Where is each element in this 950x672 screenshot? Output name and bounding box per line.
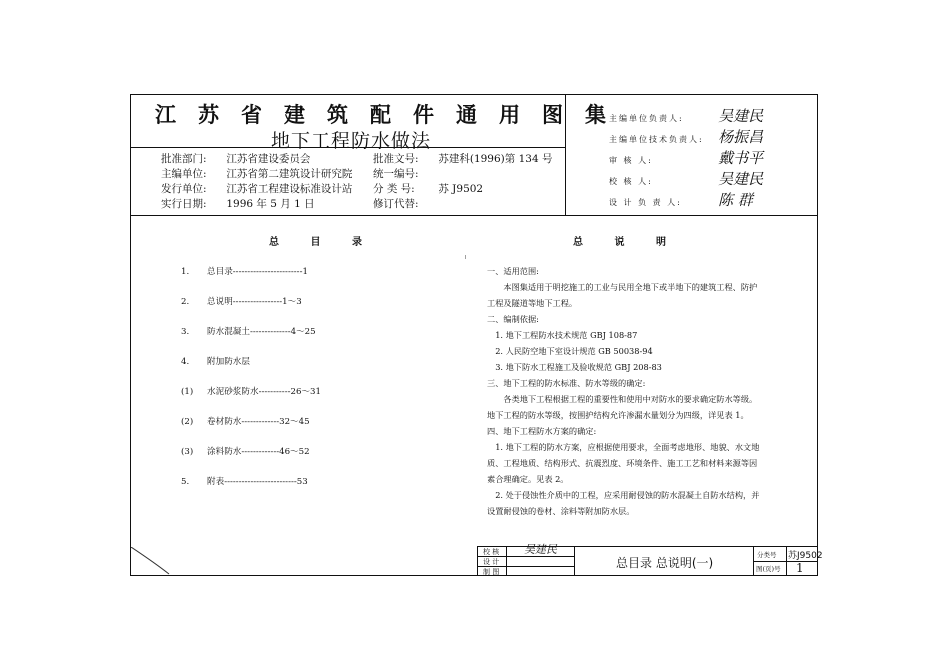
header-divider [131,147,565,148]
title-block [477,543,823,576]
notes-line: 各类地下工程根据工程的重要性和使用中对防水的要求确定防水等级。 [487,394,758,404]
signature-role: 主编单位负责人: [609,114,684,123]
meta-label: 统一编号: [373,168,419,180]
collection-title: 江苏省建筑配件通用图集 [155,102,628,127]
meta-label: 发行单位: [161,183,207,195]
toc-number: 4. [181,357,190,367]
notes-body [487,263,759,519]
toc-item [181,325,321,355]
notes-line: 三、地下工程的防水标准、防水等级的确定: [487,378,646,388]
meta-middle [373,151,552,211]
signature-role: 校 核 人: [609,177,653,186]
meta-value: 苏 J9502 [438,183,484,195]
notes-line: 本图集适用于明挖施工的工业与民用全地下或半地下的建筑工程、防护 [487,282,758,292]
toc-text: 附加防水层 [207,357,250,367]
drawing-title: 总目录 总说明(一) [616,556,714,570]
meta-value: 江苏省第二建筑设计研究院 [226,168,353,180]
meta-label: 修订代替: [373,198,419,210]
notes-line: 3. 地下防水工程施工及验收规范 GBJ 208-83 [487,362,662,372]
page-label: 图(页)号 [756,565,781,573]
signature-row [609,147,763,168]
notes-heading: 总 说 明 [573,237,680,248]
title-block-rule [753,561,817,562]
signature-row [609,189,763,210]
header-column-divider [565,95,566,215]
toc-text: 卷材防水-------------32～45 [207,417,310,427]
toc-number: (1) [181,387,194,397]
toc-item [181,355,321,385]
signature-name: 陈 群 [718,191,753,209]
toc-item [181,295,321,325]
notes-line: 四、地下工程防水方案的确定: [487,426,597,436]
class-label: 分类号 [757,551,777,559]
toc-number: (3) [181,447,194,457]
meta-left [161,151,352,211]
signature-name: 吴建民 [718,170,764,188]
row-label-check: 校 核 [483,548,500,556]
toc-item [181,475,321,505]
toc-text: 防水混凝土--------------4～25 [207,327,316,337]
header-bottom-border [131,215,817,216]
signature-row [609,105,763,126]
toc-number: 1. [181,267,190,277]
meta-label: 主编单位: [161,168,207,180]
column-tick [465,255,466,259]
meta-value: 江苏省工程建设标准设计站 [226,183,353,195]
signature-role: 审 核 人: [609,156,653,165]
check-signature: 吴建民 [524,543,557,556]
toc-list [181,265,321,505]
notes-line: 2. 人民防空地下室设计规范 GB 50038-94 [487,346,653,356]
signature-role: 主编单位技术负责人: [609,135,704,144]
row-label-design: 设 计 [483,558,500,566]
toc-number: 2. [181,297,190,307]
toc-item [181,385,321,415]
meta-label: 实行日期: [161,198,207,210]
row-label-drafting: 制 图 [483,568,500,576]
meta-label: 分 类 号: [373,183,415,195]
notes-line: 1. 地下工程防水技术规范 GBJ 108-87 [487,330,638,340]
toc-text: 水泥砂浆防水-----------26～31 [207,387,321,397]
meta-row [373,151,552,166]
signature-name: 吴建民 [718,107,764,125]
meta-row [373,166,552,181]
notes-line: 设置耐侵蚀的卷材、涂料等附加防水层。 [487,506,635,516]
meta-value: 1996 年 5 月 1 日 [226,198,315,210]
toc-item [181,265,321,295]
notes-line: 素合理确定。见表 2。 [487,474,569,484]
signature-block [609,105,763,210]
notes-line: 一、适用范围: [487,266,539,276]
signature-name: 戴书平 [718,149,764,167]
toc-text: 总目录------------------------1 [207,267,308,277]
meta-value: 江苏省建设委员会 [226,153,311,165]
title-block-divider [574,547,575,576]
meta-row [373,196,552,211]
notes-line: 工程及隧道等地下工程。 [487,298,578,308]
signature-row [609,168,763,189]
class-value: 苏J9502 [788,551,823,561]
toc-item [181,445,321,475]
title-block-divider [506,547,507,576]
meta-label: 批准部门: [161,153,207,165]
meta-row [161,196,352,211]
signature-role: 设 计 负 责 人: [609,198,682,207]
notes-line: 地下工程的防水等级，按围护结构允许渗漏水量划分为四级，详见表 1。 [487,410,749,420]
toc-number: 3. [181,327,190,337]
toc-heading: 总 目 录 [269,237,376,248]
meta-row [161,181,352,196]
notes-line: 二、编制依据: [487,314,539,324]
signature-name: 杨振昌 [718,128,764,146]
toc-text: 总说明-----------------1～3 [207,297,302,307]
signature-row [609,126,763,147]
page-value: 1 [796,561,804,575]
notes-line: 1. 地下工程的防水方案，应根据使用要求，全面考虑地形、地貌、水文地 [487,442,760,452]
meta-value: 苏建科(1996)第 134 号 [438,153,553,165]
drawing-set-title: 地下工程防水做法 [271,130,432,152]
meta-row [161,151,352,166]
toc-number: (2) [181,417,194,427]
notes-line: 质、工程地质、结构形式、抗震烈度、环境条件、施工工艺和材料来源等因 [487,458,758,468]
toc-text: 附表-------------------------53 [207,477,308,487]
notes-line: 2. 处于侵蚀性介质中的工程，应采用耐侵蚀的防水混凝土自防水结构，并 [487,490,760,500]
meta-row [161,166,352,181]
drawing-frame [130,94,823,576]
corner-scan-mark [131,547,171,575]
meta-row [373,181,552,196]
toc-text: 涂料防水-------------46～52 [207,447,310,457]
toc-item [181,415,321,445]
meta-label: 批准文号: [373,153,419,165]
toc-number: 5. [181,477,190,487]
